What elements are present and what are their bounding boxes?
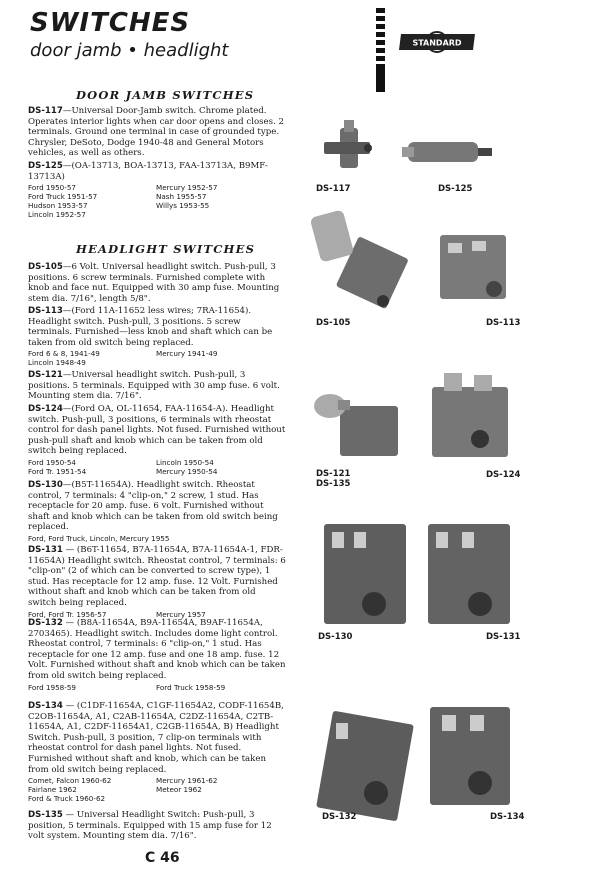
applications: Ford 1950-54 Lincoln 1950-54 Ford Tr. 1951-54 Mercury 1950-54 xyxy=(28,457,218,476)
photo-label-ds-125: DS-125 xyxy=(438,184,473,194)
photo-label-ds-121-135: DS-121 DS-135 xyxy=(316,469,351,489)
ds-113-switch-photo xyxy=(428,215,523,320)
ds-130-switch-photo xyxy=(310,510,420,635)
entry-ds-105: DS-105—6 Volt. Universal headlight switch. Push-pull, 3 positions. 6 screw terminals. Furnished complete with knob and face nut. Equipped with 30 amp fuse. Mounting stem dia. 7/16", length 5/8". xyxy=(28,262,280,304)
part-code: DS-113 xyxy=(28,306,63,316)
photo-label-ds-105: DS-105 xyxy=(316,318,351,328)
entry-ds-117: DS-117—Universal Door-Jamb switch. Chrome plated. Operates interior lights when car door opens and closes. 2 terminals. Ground one terminal in case of grounded type. Chrysler, DeSoto, Dodge 1940-48 and General Motors vehicles, as well as others. xyxy=(28,106,284,159)
barcode-strip xyxy=(376,8,385,92)
entry-ds-135: DS-135 — Universal Headlight Switch: Push-pull, 3 position, 5 terminals. Equipped with 15 amp fuse for 12 volt system. Mounting stem dia. 7/16". xyxy=(28,810,272,842)
entry-ds-134: DS-134 — (C1DF-11654A, C1GF-11654A2, CODF-11654B, C2OB-11654A, A1, C2AB-11654A, C2DZ-11654A, C2TB-11654A, A1, C2DF-11654A1, C2GB-11654A, B) Headlight Switch. Push-pull, 3 position, 7 clip-on terminals with rheostat control for dash panel lights. Not fused. Furnished without shaft and knob, which can be taken from old switch being replaced. Comet, Falcon 1960-62 Mercury 1961-62 Fairlane 1962 Meteor 1962 Ford & Truck 1960-62 xyxy=(28,701,286,804)
entry-ds-131: DS-131 — (B6T-11654, B7A-11654A, B7A-11654A-1, FDR-11654A) Headlight switch. Rheostat control, 7 terminals: 6 "clip-on" (2 of which can be converted to screw type), 1 stud. Has receptacle for 12 amp. fuse. 12 Volt. Furnished without shaft and knob which can be taken from old switch being replaced. Ford, Ford Tr. 1956-57 Mercury 1957 xyxy=(28,545,286,619)
applications: Ford 1950-57 Mercury 1952-57 Ford Truck 1951-57 Nash 1955-57 Hudson 1953-57 Willys 1953-55 Lincoln 1952-57 xyxy=(28,183,218,219)
part-code: DS-130 xyxy=(28,480,63,490)
applications: Comet, Falcon 1960-62 Mercury 1961-62 Fairlane 1962 Meteor 1962 Ford & Truck 1960-62 xyxy=(28,776,218,803)
ds-117-switch-photo xyxy=(318,118,378,178)
page-title: SWITCHES xyxy=(30,8,191,38)
photo-label-ds-117: DS-117 xyxy=(316,184,351,194)
part-code: DS-134 xyxy=(28,701,63,711)
ds-105-switch-photo xyxy=(305,205,415,320)
part-code: DS-117 xyxy=(28,106,63,116)
ds-132-switch-photo xyxy=(310,705,420,825)
entry-ds-121: DS-121—Universal headlight switch. Push-pull, 3 positions. 5 terminals. Equipped with 30 amp fuse. 6 volt. Mounting stem dia. 7/16". xyxy=(28,370,280,402)
part-code: DS-135 xyxy=(28,810,63,820)
entry-ds-130: DS-130—(B5T-11654A). Headlight switch. Rheostat control, 7 terminals: 4 "clip-on," 2 screw, 1 stud. Has receptacle for 20 amp. fuse. 6 volt. Furnished without shaft and knob which can be taken from old switch being replaced. Ford, Ford Truck, Lincoln, Mercury 1955 xyxy=(28,480,286,544)
applications: Ford, Ford Truck, Lincoln, Mercury 1955 xyxy=(28,533,170,543)
applications: Ford 1958-59 Ford Truck 1958-59 xyxy=(28,682,226,692)
photo-label-ds-124: DS-124 xyxy=(486,470,521,480)
part-code: DS-121 xyxy=(28,370,63,380)
standard-logo xyxy=(395,30,479,54)
logo-text: STANDARD xyxy=(412,38,462,48)
part-code: DS-105 xyxy=(28,262,63,272)
photo-label-ds-130: DS-130 xyxy=(318,632,353,642)
entry-ds-125: DS-125—(OA-13713, BOA-13713, FAA-13713A, B9MF-13713A) Ford 1950-57 Mercury 1952-57 Ford Truck 1951-57 Nash 1955-57 Hudson 1953-57 Willys 1953-55 Lincoln 1952-57 xyxy=(28,161,286,219)
photo-label-ds-113: DS-113 xyxy=(486,318,521,328)
part-code: DS-131 xyxy=(28,545,63,555)
photo-label-ds-131: DS-131 xyxy=(486,632,521,642)
section-headlight: HEADLIGHT SWITCHES xyxy=(76,242,256,256)
photo-label-ds-132: DS-132 xyxy=(322,812,357,822)
part-code: DS-132 xyxy=(28,618,63,628)
ds-131-switch-photo xyxy=(414,510,524,635)
applications: Ford, Ford Tr. 1956-57 Mercury 1957 xyxy=(28,609,206,619)
ds-124-switch-photo xyxy=(422,355,522,470)
page-subtitle: door jamb • headlight xyxy=(30,40,229,61)
part-code: DS-124 xyxy=(28,404,63,414)
part-code: DS-125 xyxy=(28,161,63,171)
applications: Ford 6 & 8, 1941-49 Mercury 1941-49 Lincoln 1948-49 xyxy=(28,349,218,368)
entry-ds-124: DS-124—(Ford OA, OL-11654, FAA-11654-A). Headlight switch. Push-pull, 3 positions, 6 terminals with rheostat control for dash panel lights. Not fused. Furnished without push-pull shaft and knob which can be taken from old switch being replaced. Ford 1950-54 Lincoln 1950-54 Ford Tr. 1951-54 Mercury 1950-54 xyxy=(28,404,286,476)
entry-ds-132: DS-132 — (B8A-11654A, B9A-11654A, B9AF-11654A, 2703465). Headlight switch. Includes dome light control. Rheostat control, 7 terminals: 6 "clip-on," 1 stud. Has receptacle for one 12 amp. fuse and one 18 amp. fuse. 12 Volt. Furnished without shaft and knob which can be taken from old switch being replaced. Ford 1958-59 Ford Truck 1958-59 xyxy=(28,618,286,692)
ds-134-switch-photo xyxy=(418,695,523,815)
page-number: C 46 xyxy=(145,850,180,866)
ds-125-switch-photo xyxy=(400,128,495,178)
entry-ds-113: DS-113—(Ford 11A-11652 less wires; 7RA-11654). Headlight switch. Push-pull, 3 positions. 5 screw terminals. Furnished—less knob and shaft which can be taken from old switch being replaced. Ford 6 & 8, 1941-49 Mercury 1941-49 Lincoln 1948-49 xyxy=(28,306,286,368)
photo-label-ds-134: DS-134 xyxy=(490,812,525,822)
ds-121-switch-photo xyxy=(308,378,418,473)
section-door-jamb: DOOR JAMB SWITCHES xyxy=(76,88,255,102)
